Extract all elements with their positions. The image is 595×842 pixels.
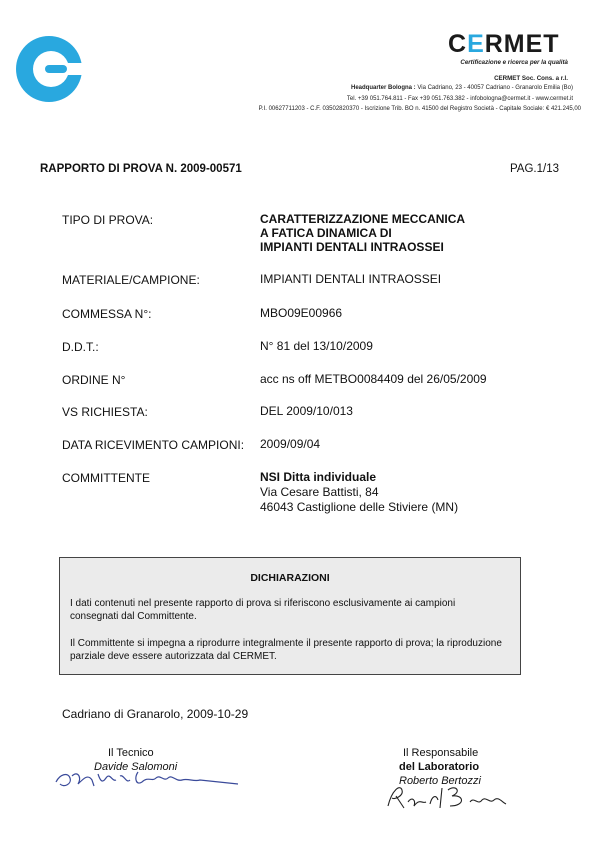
committente-address-2: 46043 Castiglione delle Stiviere (MN): [260, 500, 459, 514]
report-title: RAPPORTO DI PROVA N. 2009-00571: [40, 163, 242, 175]
ordine-value: acc ns off METBO0084409 del 26/05/2009: [260, 372, 487, 386]
brand-tagline: Certificazione e ricerca per la qualità: [460, 59, 568, 66]
committente-address-1: Via Cesare Battisti, 84: [260, 485, 379, 499]
lab-manager-signature: [382, 776, 512, 816]
technician-signature: [48, 756, 248, 796]
address-label: Headquarter Bologna :: [351, 85, 416, 91]
materiale-label: MATERIALE/CAMPIONE:: [62, 273, 200, 287]
materiale-value: IMPIANTI DENTALI INTRAOSSEI: [260, 272, 442, 286]
tipo-value-2: A FATICA DINAMICA DI: [260, 226, 392, 240]
lab-manager-lab: del Laboratorio: [399, 761, 480, 773]
vs-richiesta-label: VS RICHIESTA:: [62, 405, 148, 419]
company-address: [351, 85, 573, 91]
tipo-value-1: CARATTERIZZAZIONE MECCANICA: [260, 212, 466, 226]
committente-name: NSI Ditta individuale: [260, 470, 377, 484]
company-legal: P.I. 00627711203 - C.F. 03502820370 - Iscrizione Trib. BO n. 41500 del Registro Società - Capitale Sociale: € 421.245,00: [258, 106, 581, 112]
declaration-paragraph-2: Il Committente si impegna a riprodurre integralmente il presente rapporto di prova; la riproduzione parziale deve essere autorizzata dal CERMET.: [70, 638, 502, 662]
ddt-value: N° 81 del 13/10/2009: [260, 339, 373, 353]
declaration-box: [59, 557, 521, 675]
committente-label: COMMITTENTE: [62, 471, 150, 485]
address-text: Via Cadriano, 23 - 40057 Cadriano - Granarolo Emilia (Bo): [415, 85, 573, 91]
tipo-label: TIPO DI PROVA:: [62, 213, 154, 227]
declaration-paragraph-1: I dati contenuti nel presente rapporto di prova si riferiscono esclusivamente ai campioni consegnati dal Committente.: [70, 598, 456, 622]
declaration-title: DICHIARAZIONI: [250, 572, 330, 584]
page-number: PAG.1/13: [509, 163, 559, 175]
place-date: Cadriano di Granarolo, 2009-10-29: [62, 707, 249, 721]
tipo-value-3: IMPIANTI DENTALI INTRAOSSEI: [260, 240, 444, 254]
commessa-label: COMMESSA N°:: [62, 307, 152, 321]
ddt-label: D.D.T.:: [62, 340, 99, 354]
lab-manager-role: Il Responsabile: [403, 747, 479, 759]
cermet-c-logo-icon: [14, 34, 84, 104]
commessa-value: MBO09E00966: [260, 306, 343, 320]
technician-name: Davide Salomoni: [94, 761, 178, 773]
data-ricevimento-value: 2009/09/04: [260, 437, 321, 451]
vs-richiesta-value: DEL 2009/10/013: [260, 404, 353, 418]
brand-logo: CERMET: [448, 30, 560, 58]
technician-role: Il Tecnico: [108, 747, 154, 759]
lab-manager-name: Roberto Bertozzi: [399, 775, 481, 787]
ordine-label: ORDINE N°: [62, 373, 126, 387]
company-contacts: Tel. +39 051.764.811 - Fax +39 051.763.382 - infobologna@cermet.it - www.cermet.it: [346, 96, 573, 102]
company-name: CERMET Soc. Cons. a r.l.: [494, 75, 568, 82]
data-ricevimento-label: DATA RICEVIMENTO CAMPIONI:: [62, 438, 245, 452]
